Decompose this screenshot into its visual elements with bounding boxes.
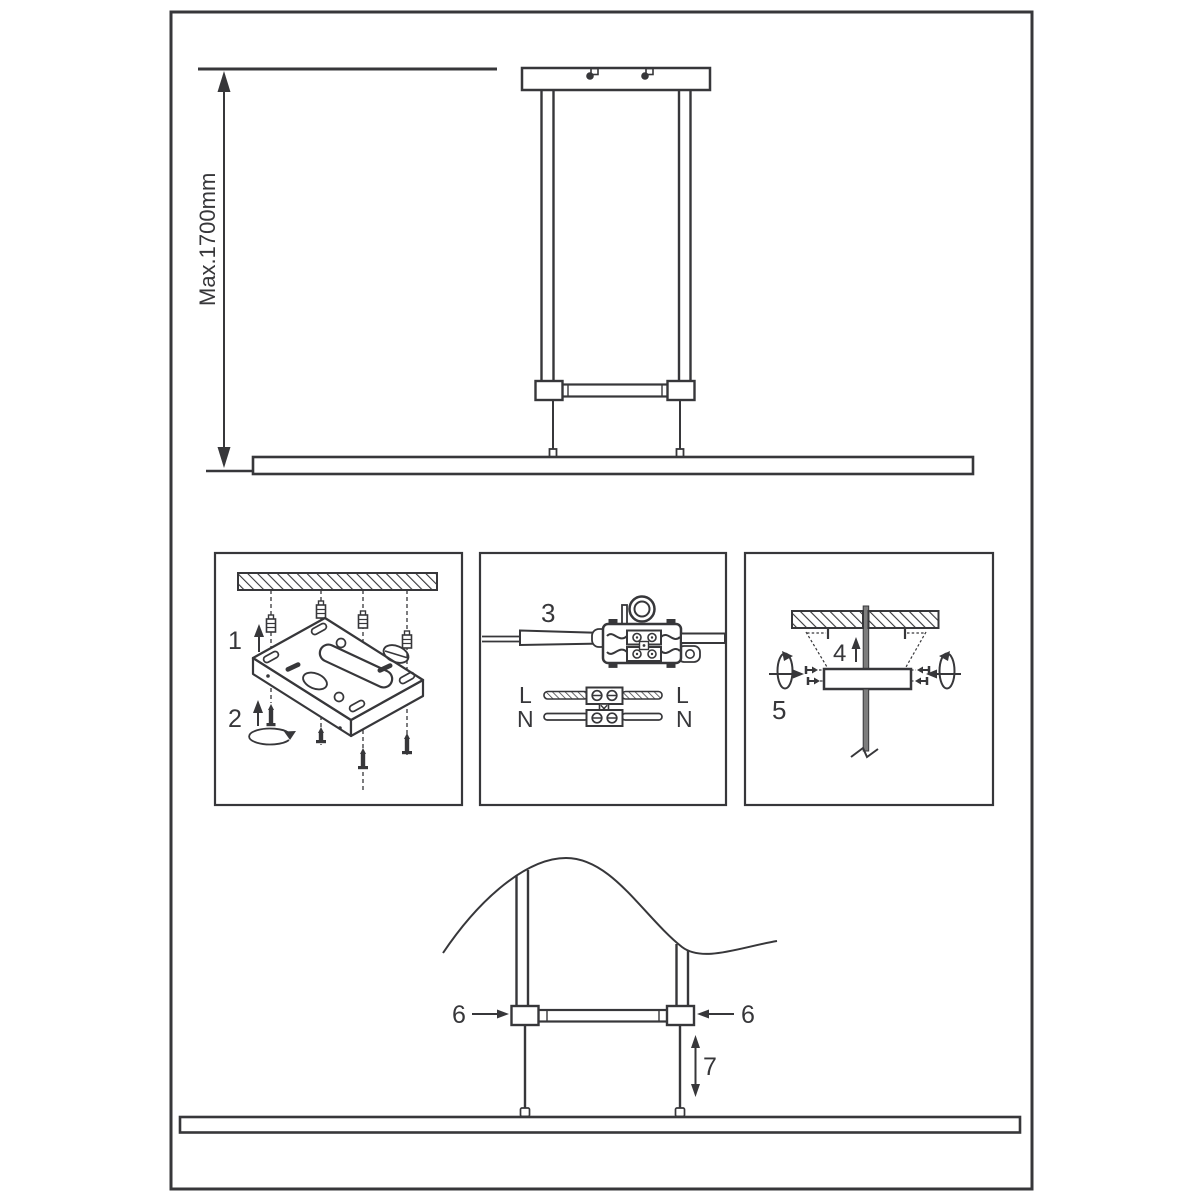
step-5-label: 5 — [772, 695, 787, 725]
live-label-left: L — [519, 682, 532, 708]
fabric-curve — [443, 858, 777, 954]
lamp-bar — [180, 1117, 1020, 1133]
hanging-wires — [521, 1025, 685, 1117]
clamp-right — [667, 1006, 694, 1025]
cable-right — [681, 634, 725, 644]
step-6-right-label: 6 — [741, 1001, 755, 1029]
step-4-label: 4 — [833, 640, 847, 667]
height-dimension-7 — [691, 1035, 717, 1097]
step-3-label: 3 — [541, 598, 556, 628]
live-wire — [544, 692, 588, 700]
panel-mounting-plate — [215, 553, 462, 805]
arrow-down-icon — [691, 1084, 700, 1097]
arrow-up-icon — [691, 1035, 700, 1048]
wall-plug-icon — [403, 631, 412, 648]
height-dimension — [195, 71, 252, 471]
height-adjustment-section — [180, 858, 1020, 1133]
arrow-right-icon — [472, 1010, 509, 1019]
ceiling-canopy — [522, 68, 710, 90]
live-label-right: L — [676, 682, 689, 708]
suspension-rods — [517, 870, 689, 1007]
ceiling-hatch — [238, 573, 437, 590]
ceiling-hatch — [792, 611, 863, 628]
max-height-label: Max.1700mm — [195, 172, 220, 306]
ceiling-hatch — [869, 611, 939, 628]
clamp-left — [512, 1006, 539, 1025]
step-6-left-label: 6 — [452, 1001, 466, 1029]
frame-bar — [512, 1006, 695, 1025]
step-2-label: 2 — [228, 705, 242, 733]
frame-bar — [536, 381, 695, 400]
wall-plug-icon — [317, 601, 326, 618]
step-7-label: 7 — [703, 1053, 717, 1081]
neutral-wire — [544, 714, 588, 721]
wall-plug-icon — [359, 611, 368, 628]
arrow-down-icon — [218, 447, 231, 468]
live-wire — [622, 692, 662, 700]
clamp-left — [536, 381, 563, 400]
suspension-rods — [542, 90, 691, 383]
lamp-bar — [253, 457, 973, 474]
neutral-label-right: N — [676, 706, 693, 732]
panel-frame — [480, 553, 726, 805]
canopy-body — [824, 669, 911, 689]
step-1-label: 1 — [228, 627, 242, 655]
overview-section — [195, 68, 973, 474]
arrow-up-icon — [218, 71, 231, 92]
neutral-wire — [622, 714, 662, 721]
suspension-rod — [863, 689, 869, 751]
hanging-wires — [550, 400, 684, 457]
neutral-label-left: N — [517, 706, 534, 732]
panel-wiring — [480, 553, 726, 805]
panel-canopy-fixing — [745, 553, 993, 805]
arrow-left-icon — [697, 1010, 734, 1019]
clamp-right — [668, 381, 695, 400]
hanging-ring-icon — [630, 597, 655, 622]
wall-plug-icon — [267, 615, 276, 632]
